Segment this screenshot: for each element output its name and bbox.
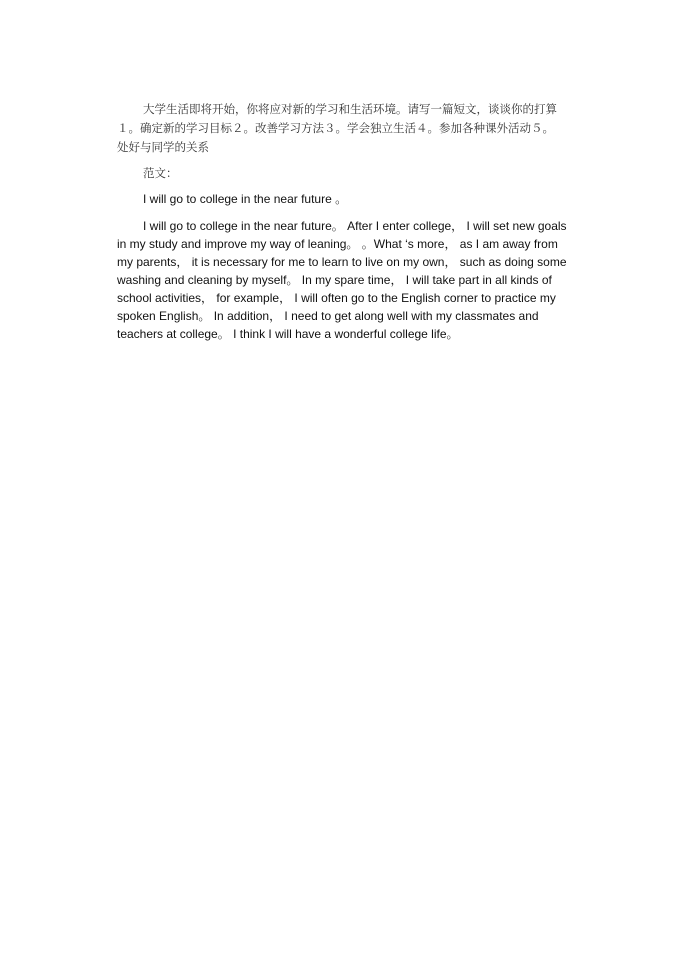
essay-body xyxy=(117,217,587,343)
essay-line: I will go to college in the near future。 After I enter college， I will set new goals xyxy=(143,219,567,233)
prompt-line: 处好与同学的关系 xyxy=(117,140,209,154)
sample-essay-label: 范文： xyxy=(143,166,178,180)
essay-line: teachers at college。 I think I will have a wonderful college life。 xyxy=(117,327,459,341)
essay-line: in my study and improve my way of leaning。 。What ‘s more， as I am away from xyxy=(117,237,558,251)
prompt-line: １。确定新的学习目标２。改善学习方法３。学会独立生活４。参加各种课外活动５。 xyxy=(117,121,554,135)
prompt-line: 大学生活即将开始，你将应对新的学习和生活环境。请写一篇短文，谈谈你的打算 xyxy=(143,102,557,116)
essay-line: washing and cleaning by myself。 In my spare time， I will take part in all kinds of xyxy=(117,273,552,287)
essay-line: spoken English。 In addition， I need to get along well with my classmates and xyxy=(117,309,539,323)
essay-prompt xyxy=(117,100,587,157)
document-content xyxy=(117,100,587,343)
essay-line: school activities， for example， I will often go to the English corner to practice my xyxy=(117,291,556,305)
essay-line: my parents， it is necessary for me to learn to live on my own， such as doing some xyxy=(117,255,567,269)
essay-title: I will go to college in the near future 。 xyxy=(143,192,348,206)
